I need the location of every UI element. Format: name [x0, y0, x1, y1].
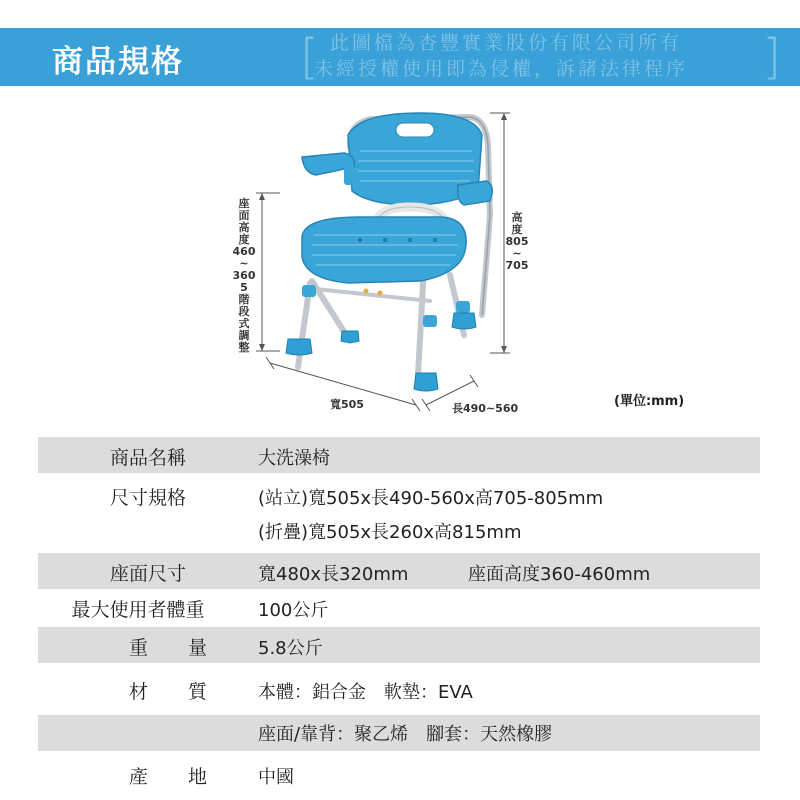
spec-value: 5.8公斤	[258, 638, 323, 659]
overall-height-label: 高 度 805 ~ 705	[505, 211, 529, 272]
spec-header-bar	[0, 28, 800, 86]
spec-value-folded: (折疊)寬505x長260x高815mm	[258, 522, 522, 543]
section-title: 商品規格	[52, 44, 184, 80]
spec-label: 產地	[128, 766, 247, 788]
width-label: 寬505	[330, 398, 364, 411]
spec-row-material-2	[38, 715, 760, 751]
spec-row-name	[38, 437, 760, 473]
left-armrest	[302, 153, 354, 185]
spec-value: 本體：鋁合金 軟墊：EVA	[258, 682, 473, 703]
spec-row-seat-size	[38, 553, 760, 589]
spec-value: 100公斤	[258, 600, 329, 621]
unit-label: (單位:mm)	[614, 394, 685, 409]
spec-value-seat-height: 座面高度360-460mm	[468, 564, 651, 585]
seat	[302, 217, 466, 283]
spec-label: 商品名稱	[109, 447, 186, 469]
spec-row-weight	[38, 627, 760, 663]
rubber-feet	[286, 313, 476, 391]
spec-label: 最大使用者體重	[71, 599, 205, 621]
spec-label: 尺寸規格	[109, 487, 186, 509]
spec-label: 重量	[128, 637, 247, 659]
chair-dimension-diagram	[220, 105, 540, 425]
copyright-line-2: 未經授權使用即為侵權，訴諸法律程序	[314, 58, 689, 80]
spec-row-origin	[38, 759, 760, 793]
spec-value: 大洗澡椅	[258, 448, 330, 469]
spec-value: 中國	[258, 767, 294, 788]
spec-value: 寬480x長320mm	[258, 564, 409, 585]
spec-row-size	[38, 473, 760, 551]
bracket-right: ]	[762, 29, 784, 85]
spec-value: 座面/靠背：聚乙烯 腳套：天然橡膠	[258, 724, 553, 745]
length-label: 長490~560	[452, 402, 519, 415]
copyright-watermark	[300, 30, 790, 84]
spec-label: 材質	[128, 681, 247, 703]
right-armrest	[458, 181, 493, 205]
seat-height-label: 座 面 高 度 460 ~ 360 5 階 段 式 調 整	[232, 197, 256, 354]
spec-row-max-weight	[38, 589, 760, 625]
bracket-left: [	[300, 29, 322, 85]
copyright-line-1: 此圖檔為杏豐實業股份有限公司所有	[330, 32, 683, 54]
spec-label: 座面尺寸	[109, 563, 186, 585]
spec-row-material	[38, 673, 760, 709]
spec-value: (站立)寬505x長490-560x高705-805mm	[258, 488, 604, 509]
